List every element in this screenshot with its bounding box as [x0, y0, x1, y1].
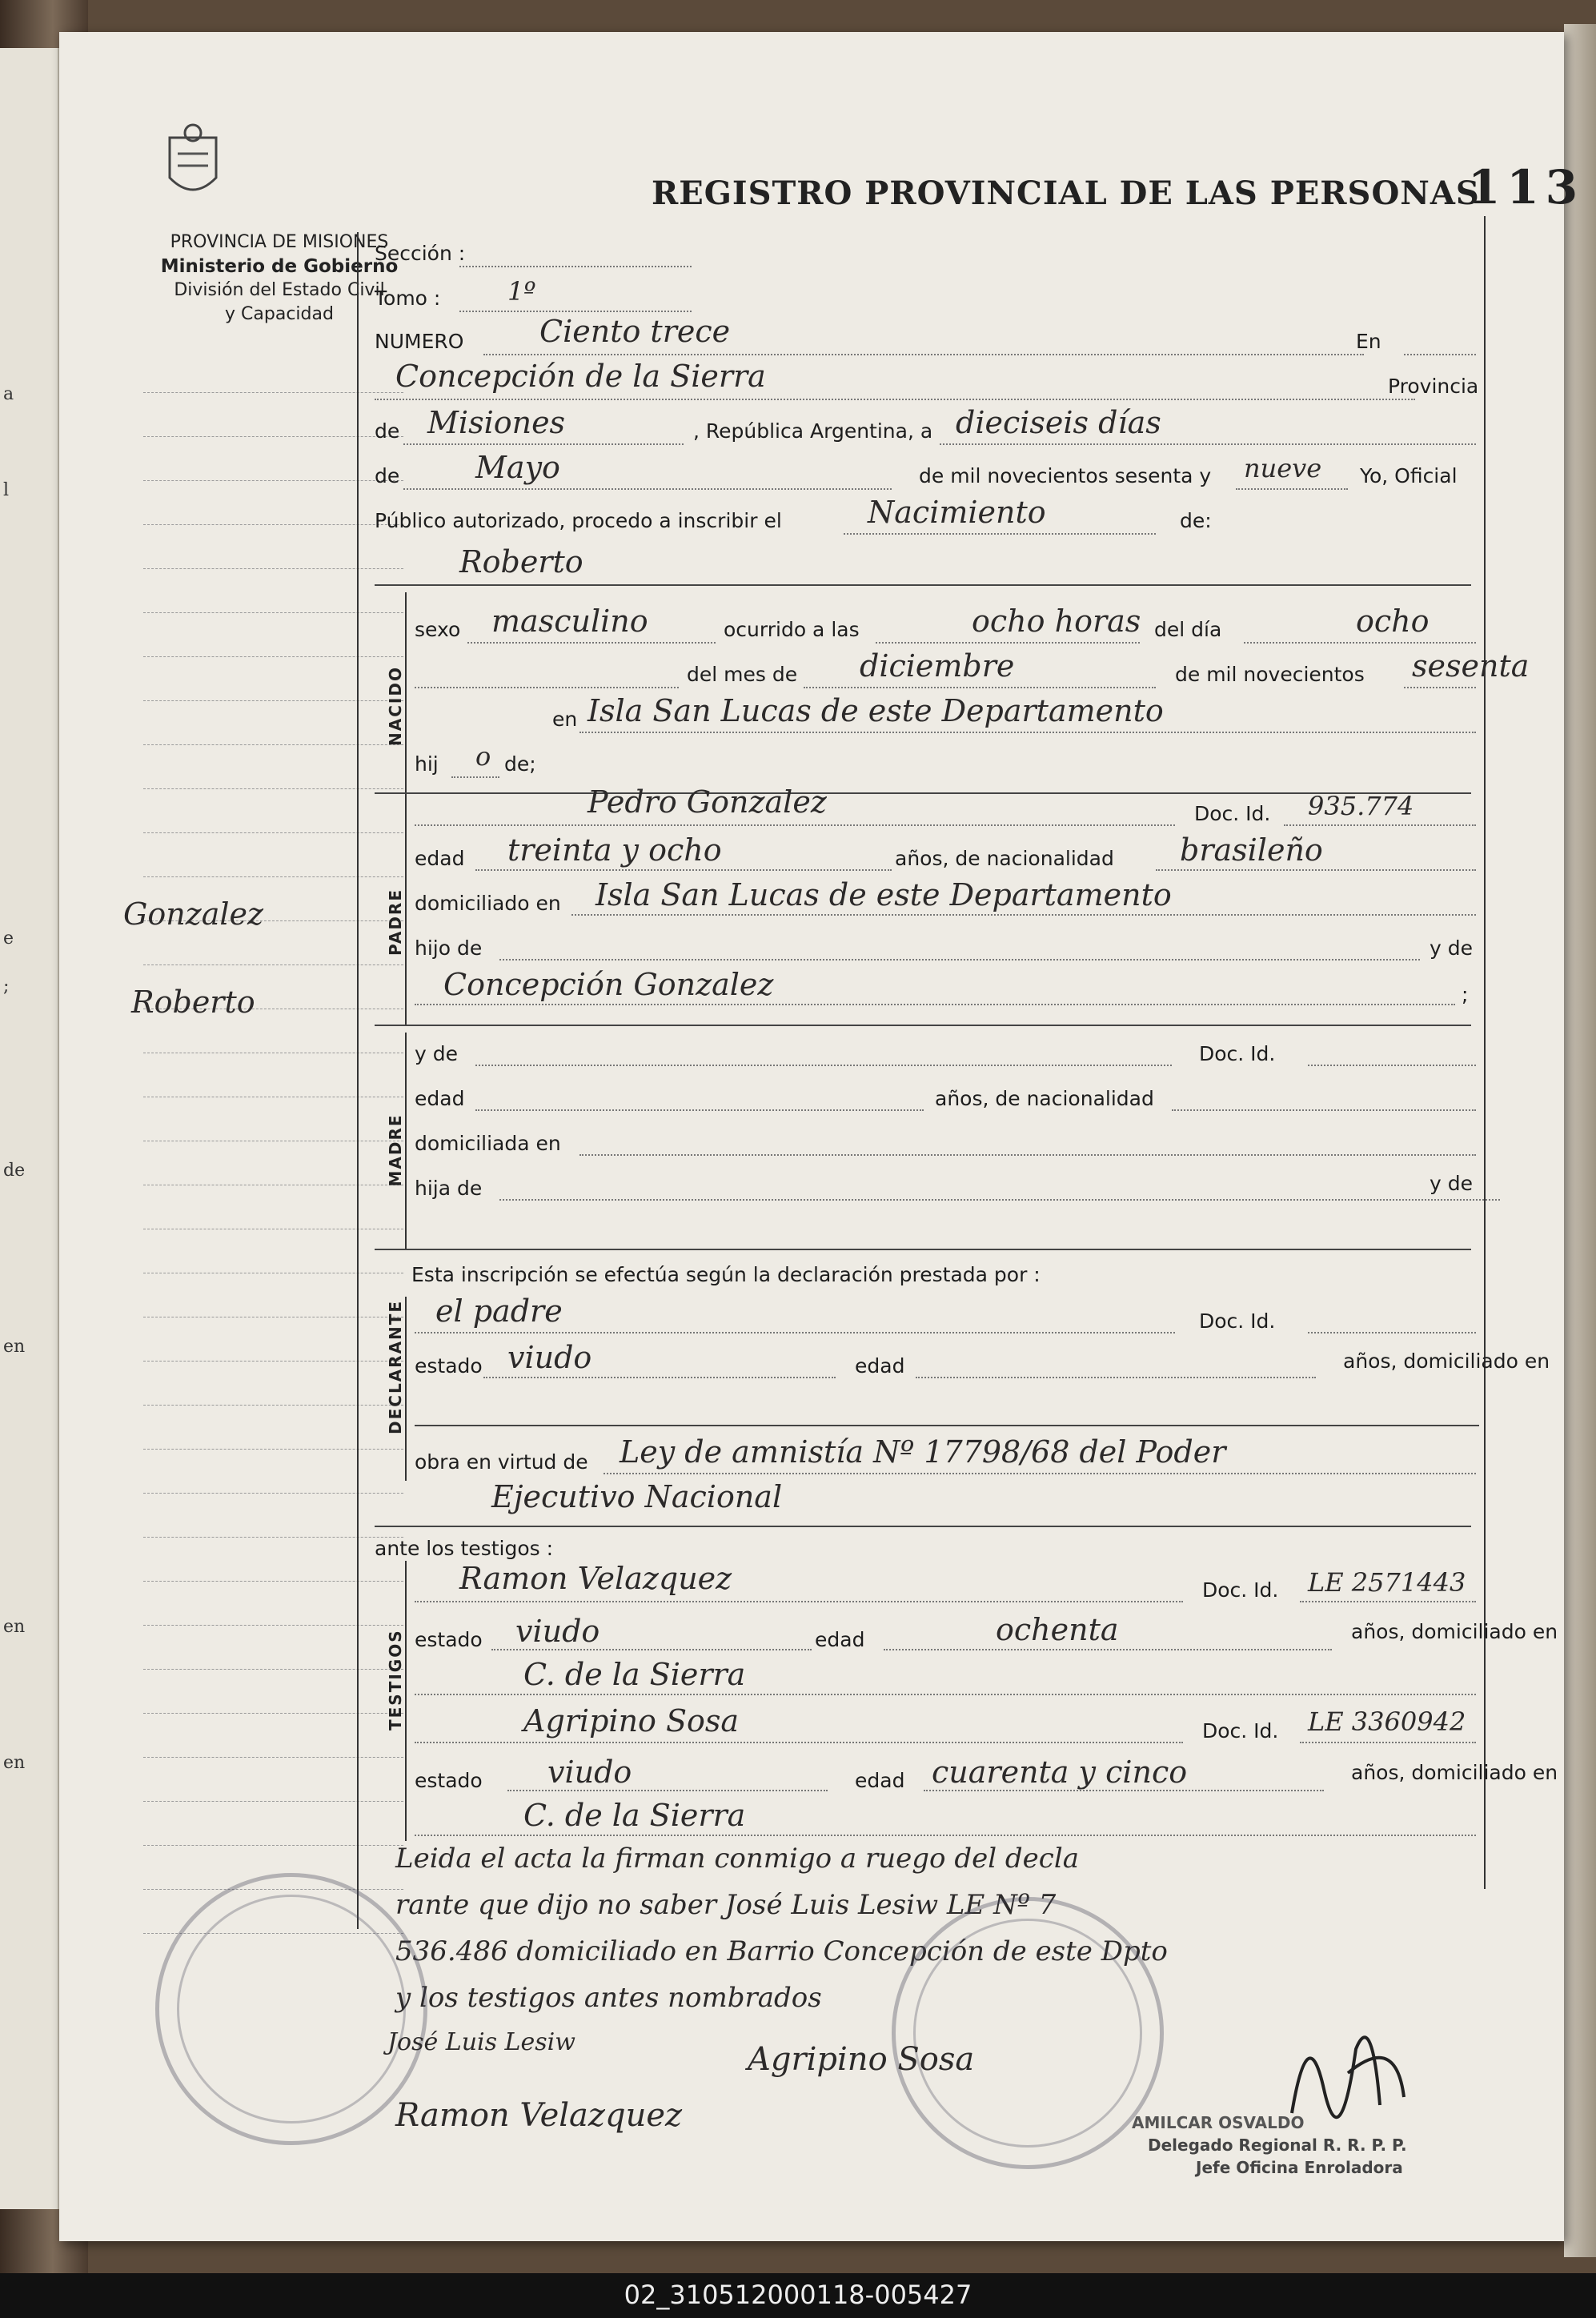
officer-name: AMILCAR OSVALDO — [1132, 2113, 1305, 2132]
padre-nac-label: años, de nacionalidad — [895, 847, 1114, 870]
main-column-border — [357, 232, 359, 1929]
madre-y-de-label-2: y de — [1430, 1172, 1473, 1195]
closing-line-3: 536.486 domiciliado en Barrio Concepción de este Dpto — [395, 1935, 1168, 1967]
madre-y-de-label: y de — [415, 1042, 458, 1065]
page-number: 113 — [1468, 160, 1585, 215]
closing-line-4: y los testigos antes nombrados — [395, 1982, 822, 2014]
numero-value: Ciento trece — [539, 314, 731, 349]
tomo-value: 1º — [507, 276, 536, 307]
nombre-value: Roberto — [459, 544, 583, 580]
testigo2-value: Agripino Sosa — [523, 1703, 740, 1738]
signature-velazquez: Ramon Velazquez — [395, 2097, 683, 2134]
declarante-anios-label: años, domiciliado en — [1343, 1349, 1550, 1373]
declarante-estado-value: viudo — [507, 1340, 592, 1375]
de-label: de — [375, 419, 400, 443]
ley-value-2: Ejecutivo Nacional — [491, 1479, 783, 1514]
obra-label: obra en virtud de — [415, 1450, 588, 1474]
padre-dom-label: domiciliado en — [415, 892, 561, 915]
anio-value: nueve — [1244, 453, 1322, 483]
declarante-doc-label: Doc. Id. — [1199, 1309, 1276, 1333]
ocurrido-label: ocurrido a las — [724, 618, 860, 641]
hora-value: ocho horas — [972, 604, 1141, 639]
anio-nac-value: sesenta — [1412, 648, 1530, 684]
padre-edad-value: treinta y ocho — [507, 832, 722, 868]
mil-nov-label: de mil novecientos — [1175, 663, 1365, 686]
sexo-label: sexo — [415, 618, 461, 641]
inscripcion-label: Esta inscripción se efectúa según la declaración prestada por : — [411, 1263, 1041, 1286]
padre-section-label: PADRE — [386, 888, 405, 956]
de-colon-label: de: — [1180, 509, 1212, 532]
hij-suffix: o — [475, 741, 491, 772]
testigo2-doc-label: Doc. Id. — [1202, 1719, 1279, 1743]
ley-value: Ley de amnistía Nº 17798/68 del Poder — [620, 1434, 1226, 1470]
madre-nac-label: años, de nacionalidad — [935, 1087, 1154, 1110]
del-dia-label: del día — [1154, 618, 1222, 641]
ministry-line-2: Ministerio de Gobierno — [160, 256, 399, 277]
testigos-section-label: TESTIGOS — [386, 1629, 405, 1730]
madre-dom-label: domiciliada en — [415, 1132, 561, 1155]
lugar-nac-value: Isla San Lucas de este Departamento — [587, 693, 1164, 728]
testigo1-doc-label: Doc. Id. — [1202, 1578, 1279, 1602]
closing-line-1: Leida el acta la firman conmigo a ruego del decla — [395, 1843, 1079, 1875]
previous-page-edge: a l e ; de en en en — [0, 48, 60, 2209]
ante-testigos-label: ante los testigos : — [375, 1537, 554, 1560]
ministry-line-1: PROVINCIA DE MISIONES — [170, 232, 389, 252]
testigo2-doc-value: LE 3360942 — [1308, 1706, 1466, 1737]
mes-nac-value: diciembre — [860, 648, 1015, 684]
declarante-section-label: DECLARANTE — [386, 1299, 405, 1434]
acto-value: Nacimiento — [868, 495, 1046, 530]
provincia-value: Misiones — [427, 405, 566, 440]
testigo1-estado-value: viudo — [515, 1614, 600, 1649]
numero-label: NUMERO — [375, 330, 464, 353]
testigo1-value: Ramon Velazquez — [459, 1561, 732, 1596]
testigo2-estado-label: estado — [415, 1769, 483, 1792]
testigo1-doc-value: LE 2571443 — [1308, 1567, 1466, 1598]
padre-edad-label: edad — [415, 847, 465, 870]
padre-nombre-value: Pedro Gonzalez — [587, 784, 827, 820]
padre-dom-value: Isla San Lucas de este Departamento — [595, 877, 1172, 912]
padre-nac-value: brasileño — [1180, 832, 1323, 868]
margin-surname: Gonzalez — [123, 896, 264, 932]
hij-label: hij — [415, 752, 439, 776]
de-label-2: de — [375, 464, 400, 487]
officer-signature-icon — [1276, 2001, 1420, 2129]
madre-section-label: MADRE — [386, 1113, 405, 1187]
de-mil-label: de mil novecientos sesenta y — [919, 464, 1212, 487]
next-pages-edge — [1564, 24, 1596, 2257]
dia-value: ocho — [1356, 604, 1430, 639]
sexo-value: masculino — [491, 604, 648, 639]
testigo1-edad-label: edad — [815, 1628, 865, 1651]
provincia-label: Provincia — [1388, 375, 1479, 398]
closing-line-2: rante que dijo no saber José Luis Lesiw LE Nº 7 — [395, 1889, 1057, 1921]
republica-label: , República Argentina, a — [693, 419, 933, 443]
testigo2-dom-value: C. de la Sierra — [523, 1798, 746, 1833]
del-mes-label: del mes de — [687, 663, 798, 686]
testigo1-anios-label: años, domiciliado en — [1351, 1620, 1558, 1643]
lugar-value: Concepción de la Sierra — [395, 359, 766, 394]
en-label: En — [1356, 330, 1381, 353]
testigo1-estado-label: estado — [415, 1628, 483, 1651]
provincial-seal-icon — [162, 122, 224, 208]
officer-title-2: Jefe Oficina Enroladora — [1196, 2158, 1403, 2177]
testigo2-edad-value: cuarenta y cinco — [932, 1755, 1188, 1790]
madre-abuela-value: Concepción Gonzalez — [443, 967, 774, 1002]
de-semi-label: de; — [504, 752, 536, 776]
padre-doc-label: Doc. Id. — [1194, 802, 1271, 825]
declarante-estado-label: estado — [415, 1354, 483, 1378]
tomo-label: Tomo : — [375, 287, 441, 310]
signature-sosa: Agripino Sosa — [748, 2041, 975, 2078]
testigo2-anios-label: años, domiciliado en — [1351, 1761, 1558, 1784]
footer-bar — [0, 2273, 1596, 2318]
seccion-label: Sección : — [375, 242, 466, 265]
page-title: REGISTRO PROVINCIAL DE LAS PERSONAS — [652, 174, 1480, 212]
center-seal-stamp — [892, 1897, 1164, 2169]
testigo2-edad-label: edad — [855, 1769, 905, 1792]
testigo1-dom-value: C. de la Sierra — [523, 1657, 746, 1692]
ministry-line-4: y Capacidad — [225, 304, 334, 324]
nacido-section-label: NACIDO — [386, 666, 405, 746]
madre-edad-label: edad — [415, 1087, 465, 1110]
testigo2-estado-value: viudo — [547, 1755, 632, 1790]
fecha-dia-value: dieciseis días — [956, 405, 1161, 440]
hijo-de-label: hijo de — [415, 936, 483, 960]
yo-oficial-label: Yo, Oficial — [1360, 464, 1458, 487]
madre-doc-label: Doc. Id. — [1199, 1042, 1276, 1065]
registry-page — [59, 32, 1585, 2241]
image-identifier: 02_310512000118-005427 — [624, 2280, 972, 2310]
padre-y-de-label: y de — [1430, 936, 1473, 960]
publico-label: Público autorizado, procedo a inscribir el — [375, 509, 782, 532]
declarante-edad-label: edad — [855, 1354, 905, 1378]
mes-value: Mayo — [475, 450, 560, 485]
margin-given-name: Roberto — [131, 985, 255, 1020]
signature-lesiw: José Luis Lesiw — [387, 2028, 575, 2056]
testigo1-edad-value: ochenta — [996, 1612, 1119, 1647]
ministry-line-3: División del Estado Civil — [174, 280, 385, 300]
en-lugar-label: en — [552, 708, 578, 731]
left-seal-stamp — [155, 1873, 427, 2145]
padre-doc-value: 935.774 — [1308, 791, 1414, 821]
officer-title-1: Delegado Regional R. R. P. P. — [1148, 2136, 1407, 2155]
semicolon: ; — [1462, 983, 1469, 1006]
declarante-value: el padre — [435, 1293, 563, 1329]
hija-de-label: hija de — [415, 1177, 483, 1200]
